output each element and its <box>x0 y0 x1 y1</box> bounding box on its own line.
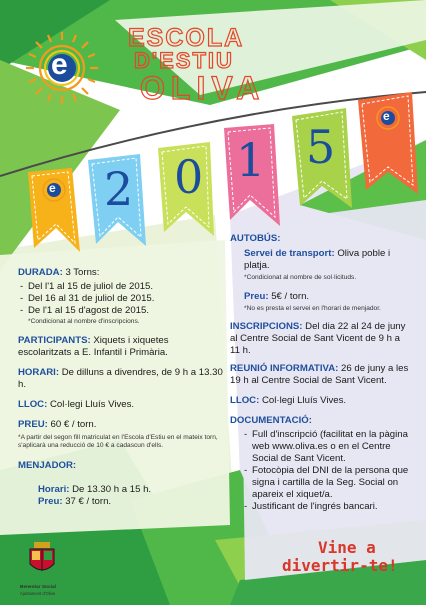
autobus-servei-value: Oliva poble i platja. <box>244 248 391 271</box>
footer-crest <box>20 540 64 596</box>
lloc-value: Col·legi Lluís Vives. <box>49 398 135 410</box>
preu-section <box>18 419 223 451</box>
reunio-section <box>230 363 412 387</box>
logo-letter: e <box>51 48 68 81</box>
menjador-horari-label: Horari: <box>38 483 70 495</box>
lloc-section <box>18 399 223 411</box>
menjador-label: MENJADOR: <box>18 459 77 471</box>
lloc-right-section <box>230 395 412 407</box>
menjador-section <box>18 460 223 508</box>
horari-section <box>18 367 223 391</box>
menjador-preu-value: 37 € / torn. <box>65 495 112 507</box>
durada-label: DURADA: <box>18 267 63 278</box>
documentacio-list <box>230 429 412 513</box>
documentacio-label: DOCUMENTACIÓ: <box>230 415 312 426</box>
durada-list <box>18 281 223 317</box>
preu-value: 60 € / torn. <box>50 418 97 430</box>
reunio-label: REUNIÓ INFORMATIVA: <box>230 363 339 374</box>
participants-value: Xiquets i xiquetes escolaritzats a E. Infantil i Primària. <box>18 334 169 358</box>
autobus-section <box>230 233 412 313</box>
flag-glyph-5: 5 <box>306 120 336 174</box>
horari-label: HORARI: <box>18 366 60 378</box>
inscripcions-value: Del dia 22 al 24 de juny al Centre Social de Sant Vicent de 9 h a 11 h. <box>230 321 406 356</box>
autobus-preu-label: Preu: <box>244 290 269 302</box>
flag-glyph-e-right: e <box>383 109 390 123</box>
participants-section <box>18 335 223 359</box>
crest-icon <box>20 540 64 580</box>
footer-org: Ajuntament d'Oliva <box>20 590 56 596</box>
title-line1: ESCOLA <box>128 24 245 52</box>
lloc-right-label: LLOC: <box>230 395 260 406</box>
autobus-servei-label: Servei de transport: <box>244 248 335 259</box>
inscripcions-section <box>230 321 412 357</box>
flag-glyph-1: 1 <box>236 133 266 187</box>
list-item: - Fotocòpia del DNI de la persona que signa i cartilla de la Seg. Social on apareix el xiquet/a. <box>242 465 412 501</box>
durada-note: *Condicionat al nombre d'inscripcions. <box>28 318 140 325</box>
title-line2: D'ESTIU <box>134 48 234 73</box>
slogan-line1: Vine a <box>318 538 376 557</box>
list-item: - Del l'1 al 15 de juliol de 2015. <box>18 281 223 293</box>
autobus-preu-note: *No es presta el servei en l'horari de menjador. <box>244 304 381 312</box>
inscripcions-label: INSCRIPCIONS: <box>230 321 303 332</box>
durada-section <box>18 267 223 327</box>
title-line3: OLIVA <box>140 70 266 106</box>
menjador-horari-value: De 13.30 h a 15 h. <box>72 483 152 495</box>
preu-note: *A partir del segon fill matriculat en l'Escola d'Estiu en el mateix torn, s'aplicarà una reducció de 10 € a cadascun d'ells. <box>18 433 218 449</box>
horari-value: De dilluns a divendres, de 9 h a 13.30 h. <box>18 366 223 390</box>
documentacio-section <box>230 415 412 513</box>
footer-dept: Benestar Social <box>20 585 56 590</box>
right-column <box>230 233 412 513</box>
lloc-label: LLOC: <box>18 398 48 410</box>
autobus-preu-value: 5€ / torn. <box>271 290 310 302</box>
list-item: - Full d'inscripció (facilitat en la pàgina web www.oliva.es o en el Centre Social de Sant Vicent. <box>242 429 412 465</box>
autobus-label: AUTOBÚS: <box>230 233 281 244</box>
list-item: - Del 16 al 31 de juliol de 2015. <box>18 293 223 305</box>
bunting <box>0 0 426 260</box>
menjador-preu-label: Preu: <box>38 495 63 507</box>
slogan-line2: divertir-te! <box>282 556 398 575</box>
durada-value: 3 Torns: <box>65 267 100 278</box>
autobus-servei-note: *Condicionat al nombre de sol·licituds. <box>244 274 357 281</box>
left-column <box>18 267 223 508</box>
reunio-value: 26 de juny a les 19 h al Centre Social de Sant Vicent. <box>230 363 409 386</box>
flag-glyph-e-left: e <box>49 181 56 195</box>
list-item: - Justificant de l'ingrés bancari. <box>242 501 412 513</box>
participants-label: PARTICIPANTS: <box>18 334 91 346</box>
lloc-right-value: Col·legi Lluís Vives. <box>261 395 347 406</box>
flag-glyph-2: 2 <box>104 162 134 216</box>
list-item: - De l'1 al 15 d'agost de 2015. <box>18 305 223 317</box>
preu-label: PREU: <box>18 418 48 430</box>
flag-glyph-0: 0 <box>174 150 204 204</box>
